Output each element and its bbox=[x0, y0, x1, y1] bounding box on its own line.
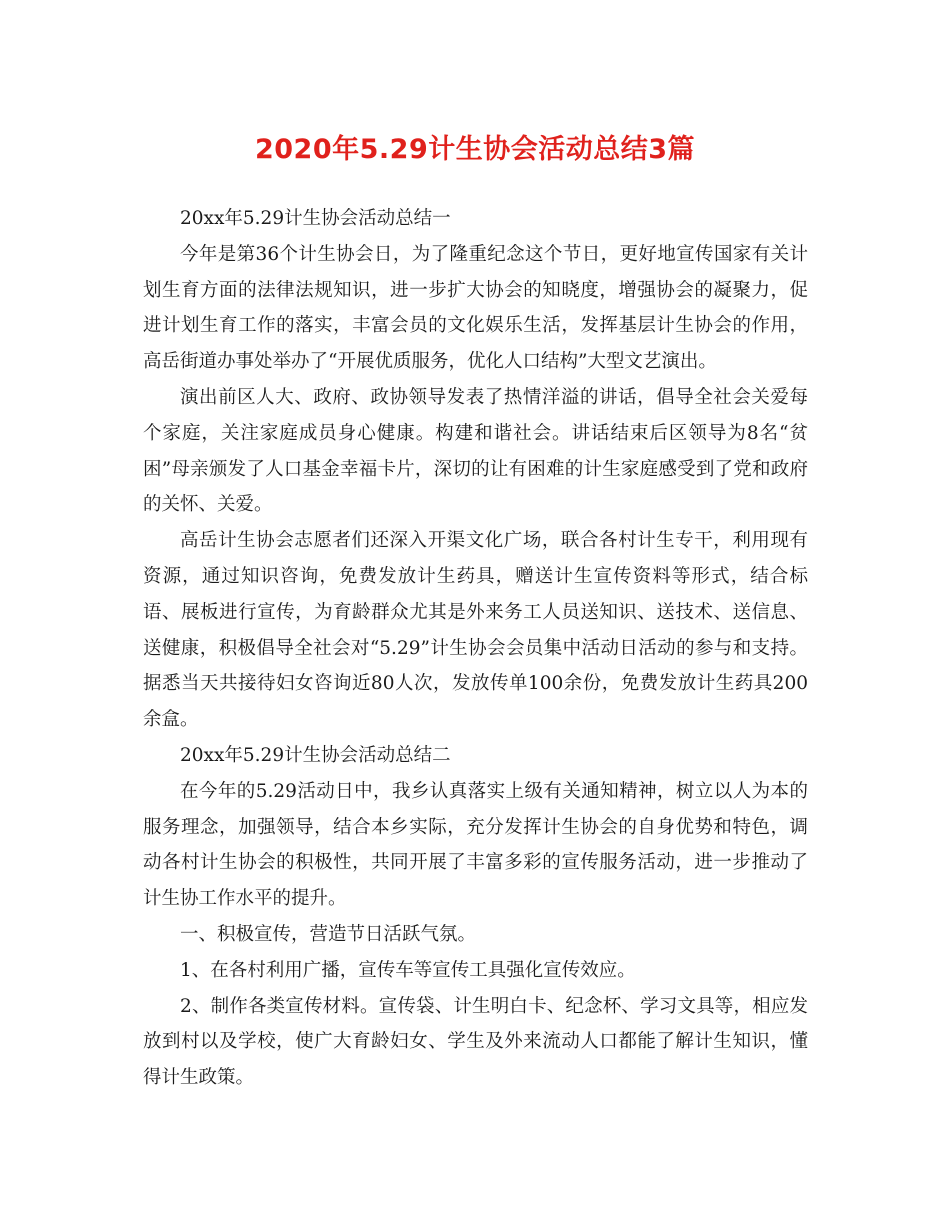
document-body bbox=[143, 201, 808, 1096]
section-heading-2: 20xx年5.29计生协会活动总结二 bbox=[180, 744, 451, 766]
list-item: 1、在各村利用广播，宣传车等宣传工具强化宣传效应。 bbox=[180, 959, 636, 981]
document-title: 2020年5.29计生协会活动总结3篇 bbox=[254, 134, 696, 165]
paragraph: 演出前区人大、政府、政协领导发表了热情洋溢的讲话，倡导全社会关爱每个家庭，关注家庭成员身心健康。构建和谐社会。讲话结束后区领导为8名“贫困”母亲颁发了人口基金幸福卡片，深切的让有困难的计生家庭感受到了党和政府的关怀、关爱。 bbox=[143, 386, 808, 516]
paragraph: 高岳计生协会志愿者们还深入开渠文化广场，联合各村计生专干，利用现有资源，通过知识咨询，免费发放计生药具，赠送计生宣传资料等形式，结合标语、展板进行宣传，为育龄群众尤其是外来务工人员送知识、送技术、送信息、送健康，积极倡导全社会对“5.29”计生协会会员集中活动日活动的参与和支持。据悉当天共接待妇女咨询近80人次，发放传单100余份，免费发放计生药具200余盒。 bbox=[143, 530, 808, 731]
paragraph: 今年是第36个计生协会日，为了隆重纪念这个节日，更好地宣传国家有关计划生育方面的法律法规知识，进一步扩大协会的知晓度，增强协会的凝聚力，促进计划生育工作的落实，丰富会员的文化娱乐生活，发挥基层计生协会的作用，高岳街道办事处举办了“开展优质服务，优化人口结构”大型文艺演出。 bbox=[143, 243, 808, 373]
list-item: 2、制作各类宣传材料。宣传袋、计生明白卡、纪念杯、学习文具等，相应发放到村以及学校，使广大育龄妇女、学生及外来流动人口都能了解计生知识，懂得计生政策。 bbox=[143, 995, 808, 1089]
section-heading-1: 20xx年5.29计生协会活动总结一 bbox=[180, 208, 451, 229]
paragraph: 在今年的5.29活动日中，我乡认真落实上级有关通知精神，树立以人为本的服务理念，加强领导，结合本乡实际，充分发挥计生协会的自身优势和特色，调动各村计生协会的积极性，共同开展了丰富多彩的宣传服务活动，进一步推动了计生协工作水平的提升。 bbox=[143, 780, 808, 910]
subheading: 一、积极宣传，营造节日活跃气氛。 bbox=[180, 923, 477, 945]
